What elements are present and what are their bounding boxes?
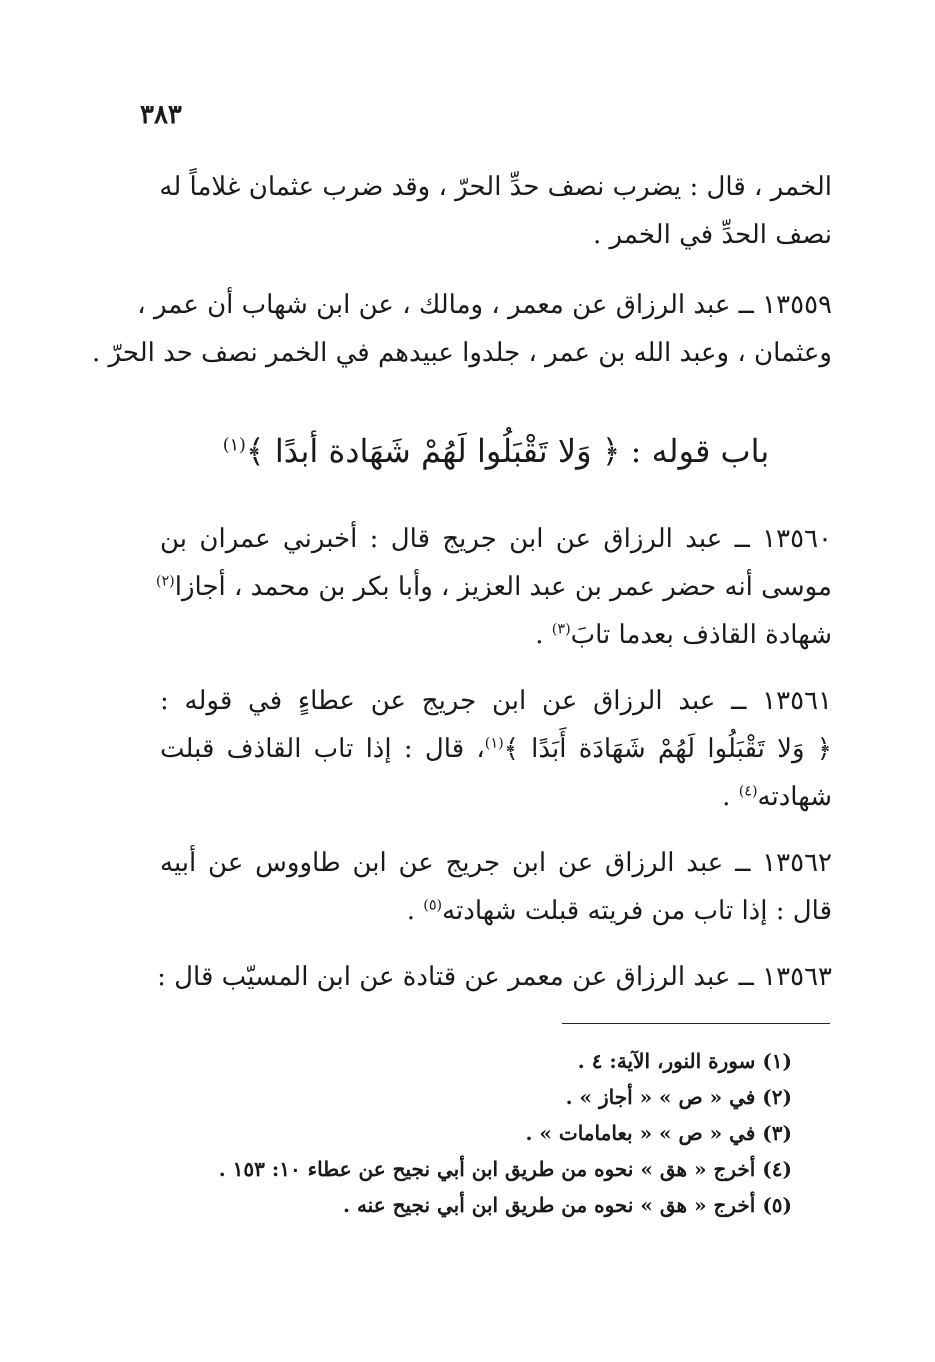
footnote-ref: (٣) — [551, 621, 571, 638]
hadith-13561 — [160, 686, 832, 830]
text-line: ١٣٥٦١ ــ عبد الرزاق عن ابن جريج عن عطاءٍ في قوله : — [160, 686, 832, 716]
text-line: نصف الحدِّ في الخمر . — [592, 220, 832, 250]
footnote-ref: (٥) — [423, 897, 443, 914]
footnote-ref: (٤) — [738, 783, 758, 800]
hadith-13562 — [160, 848, 832, 944]
text-line: ١٣٥٥٩ ــ عبد الرزاق عن معمر ، ومالك ، عن ابن شهاب أن عمر ، — [137, 290, 832, 320]
text-line: شهادة القاذف بعدما تابَ$^{(٣)}$ . — [535, 620, 832, 650]
text-line: ١٣٥٦٠ ــ عبد الرزاق عن ابن جريج قال : أخبرني عمران بن — [160, 524, 832, 554]
text-line: موسى أنه حضر عمر بن عبد العزيز ، وأبا بكر بن محمد ، أجازا$^{(٢)}$ — [155, 572, 832, 602]
footnote-2: (٢) في « ص » « أجاز » . — [565, 1085, 792, 1109]
chapter-heading — [160, 432, 832, 470]
text-line: قال : إذا تاب من فريته قبلت شهادته$^{(٥)}$ . — [406, 896, 832, 926]
footnote-ref: (١) — [222, 435, 246, 456]
footnote-1: (١) سورة النور، الآية: ٤ . — [577, 1049, 792, 1073]
text-line: شهادته$^{(٤)}$ . — [722, 782, 832, 812]
footnote-4: (٤) أخرج « هق » نحوه من طريق ابن أبي نجيح عن عطاء ١٠: ١٥٣ . — [218, 1157, 792, 1181]
text-line: ﴿ وَلا تَقْبَلُوا لَهُمْ شَهَادَة أَبَدًا ﴾$^{(١)}$، قال : إذا تاب القاذف قبلت — [160, 734, 832, 764]
footnote-separator — [562, 1023, 830, 1024]
hadith-13563 — [157, 962, 832, 1010]
footnote-ref: (٢) — [155, 573, 175, 590]
footnote-5: (٥) أخرج « هق » نحوه من طريق ابن أبي نجيح عنه . — [343, 1193, 792, 1217]
footnotes — [200, 1048, 792, 1228]
footnote-ref: (١) — [484, 735, 504, 752]
footnote-3: (٣) في « ص » « بعامامات » . — [525, 1121, 792, 1145]
chapter-heading-text: باب قوله : ﴿ وَلا تَقْبَلُوا لَهُمْ شَهَادة أبدًا ﴾ — [245, 432, 770, 470]
text-line: الخمر ، قال : يضرب نصف حدِّ الحرّ ، وقد ضرب عثمان غلاماً له — [159, 172, 832, 202]
hadith-13560 — [155, 524, 832, 668]
page-number: ٣٨٣ — [140, 100, 182, 130]
text-line: ١٣٥٦٣ ــ عبد الرزاق عن معمر عن قتادة عن ابن المسيّب قال : — [157, 962, 832, 992]
paragraph-intro — [160, 172, 832, 268]
text-line: ١٣٥٦٢ ــ عبد الرزاق عن ابن جريج عن ابن طاووس عن أبيه — [160, 848, 832, 878]
hadith-13559 — [92, 290, 832, 386]
text-line: وعثمان ، وعبد الله بن عمر ، جلدوا عبيدهم في الخمر نصف حد الحرّ . — [92, 338, 832, 368]
